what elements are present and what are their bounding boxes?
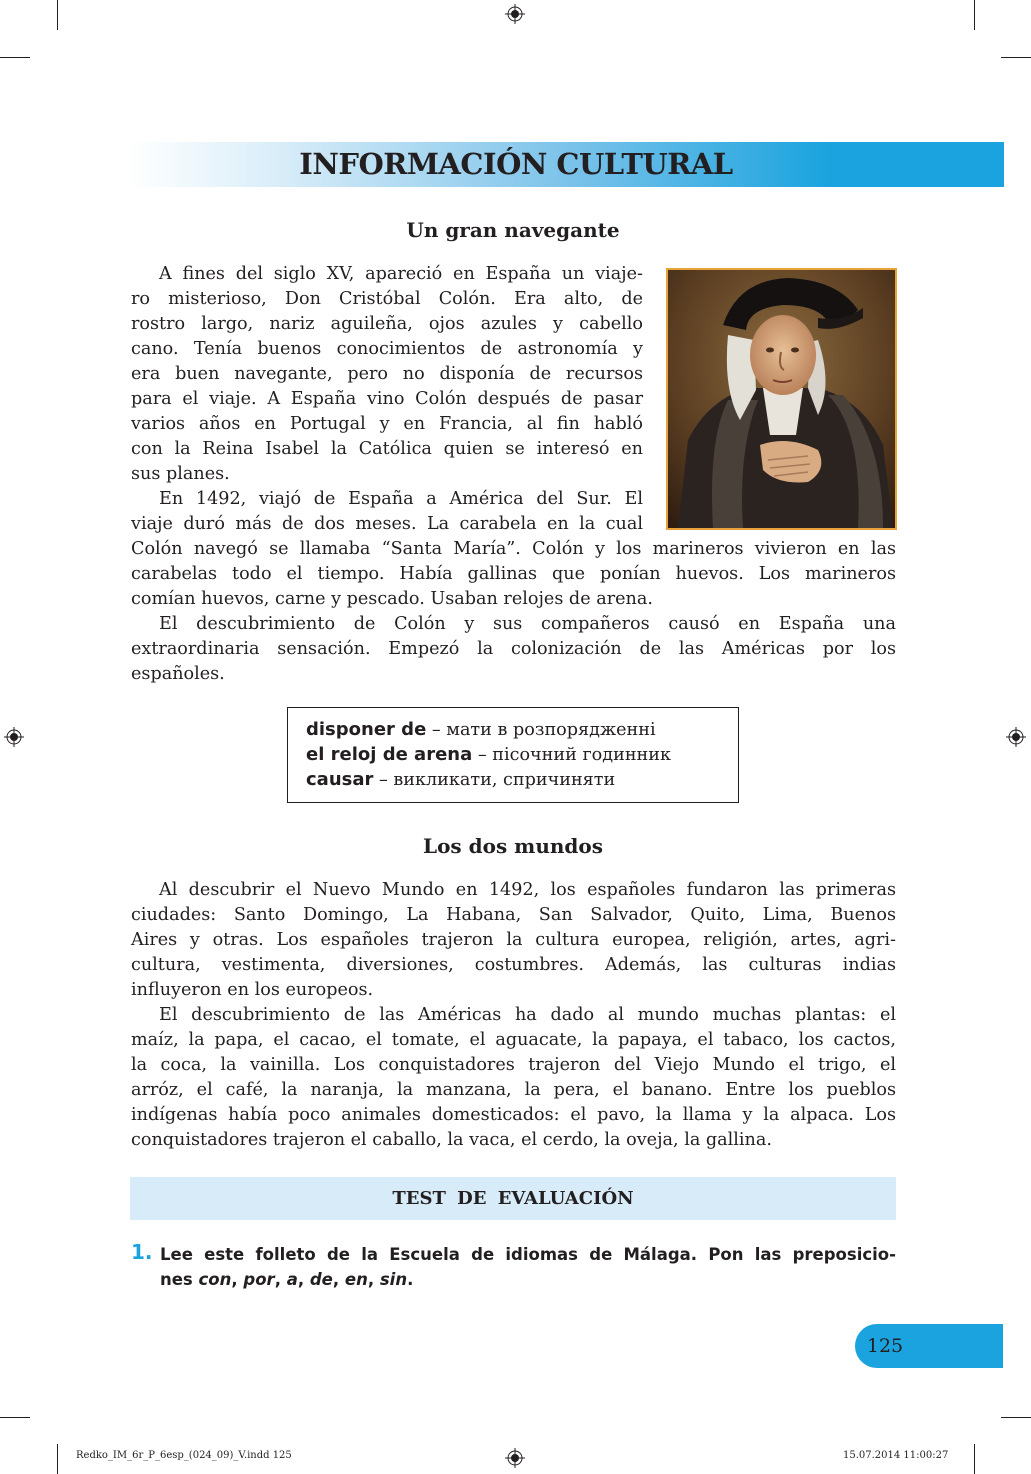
text-line: ro misterioso, Don Cristóbal Colón. Era alto, de xyxy=(131,289,643,309)
text-line xyxy=(160,1267,896,1292)
page-title: INFORMACIÓN CULTURAL xyxy=(299,147,733,181)
text-line: maíz, la papa, el cacao, el tomate, el aguacate, la papaya, el tabaco, los cactos, xyxy=(131,1030,896,1050)
separator: , xyxy=(274,1270,287,1289)
text-line: cultura, vestimenta, diversiones, costumbres. Además, las culturas indias xyxy=(131,955,896,975)
text-line: Al descubrir el Nuevo Mundo en 1492, los españoles fundaron las primeras xyxy=(159,880,896,900)
registration-mark-icon xyxy=(1006,727,1026,747)
crop-mark xyxy=(1001,57,1031,58)
text-line: conquistadores trajeron el caballo, la vaca, el cerdo, la oveja, la gallina. xyxy=(131,1130,772,1150)
crop-mark xyxy=(0,1417,30,1418)
vocabulary-term: el reloj de arena xyxy=(306,744,473,765)
text-line: españoles. xyxy=(131,664,225,684)
text-line: comían huevos, carne y pescado. Usaban relojes de arena. xyxy=(131,589,653,609)
vocabulary-entry xyxy=(306,717,738,742)
crop-mark xyxy=(57,1444,58,1474)
separator: , xyxy=(367,1270,380,1289)
vocabulary-term: causar xyxy=(306,769,374,790)
preposition: con xyxy=(198,1270,232,1289)
exercise-number: 1. xyxy=(131,1240,153,1264)
registration-mark-icon xyxy=(505,4,525,24)
paragraph-narrow xyxy=(131,262,643,537)
text-line: influyeron en los europeos. xyxy=(131,980,374,1000)
separator: , xyxy=(332,1270,345,1289)
test-title: TEST DE EVALUACIÓN xyxy=(392,1188,634,1209)
registration-mark-icon xyxy=(505,1448,525,1468)
portrait-image xyxy=(666,268,897,530)
vocabulary-definition: – пісочний годинник xyxy=(472,745,671,765)
crop-mark xyxy=(1001,1417,1031,1418)
vocabulary-box xyxy=(287,707,739,803)
text-line: El descubrimiento de las Américas ha dado al mundo muchas plantas: el xyxy=(159,1005,896,1025)
vocabulary-definition: – мати в розпорядженні xyxy=(426,720,656,740)
crop-mark xyxy=(0,57,30,58)
text-line: varios años en Portugal y en Francia, al fin habló xyxy=(131,414,643,434)
vocabulary-definition: – викликати, спричиняти xyxy=(373,770,616,790)
vocabulary-term: disponer de xyxy=(306,719,427,740)
crop-mark xyxy=(57,0,58,30)
section-title: Los dos mundos xyxy=(423,834,603,858)
file-slug: Redko_IM_6r_P_6esp_(024_09)_V.indd 125 xyxy=(76,1450,292,1461)
page-number: 125 xyxy=(866,1335,904,1357)
separator: , xyxy=(231,1270,244,1289)
paragraph xyxy=(131,878,896,1153)
text-line: la coca, la vainilla. Los conquistadores trajeron del Viejo Mundo el trigo, el xyxy=(131,1055,896,1075)
section-title: Un gran navegante xyxy=(406,218,620,242)
preposition: a xyxy=(286,1270,298,1289)
text-fragment: nes xyxy=(160,1270,199,1289)
columbus-portrait-icon xyxy=(668,270,895,528)
text-line: arróz, el café, la naranja, la manzana, la pera, el banano. Entre los pueblos xyxy=(131,1080,896,1100)
text-line: viaje duró más de dos meses. La carabela en la cual xyxy=(131,514,643,534)
text-line: Aires y otras. Los españoles trajeron la cultura europea, religión, artes, agri- xyxy=(131,930,896,950)
preposition: por xyxy=(243,1270,275,1289)
exercise-instruction xyxy=(160,1242,896,1292)
text-line: En 1492, viajó de España a América del Sur. El xyxy=(159,489,643,509)
text-line: El descubrimiento de Colón y sus compañeros causó en España una xyxy=(159,614,896,634)
separator: , xyxy=(297,1270,310,1289)
text-line: Lee este folleto de la Escuela de idiomas de Málaga. Pon las preposicio- xyxy=(160,1245,896,1264)
text-line: extraordinaria sensación. Empezó la colonización de las Américas por los xyxy=(131,639,896,659)
text-line: carabelas todo el tiempo. Había gallinas que ponían huevos. Los marineros xyxy=(131,564,896,584)
preposition: sin xyxy=(379,1270,408,1289)
separator: . xyxy=(407,1270,414,1289)
text-line: rostro largo, nariz aguileña, ojos azules y cabello xyxy=(131,314,643,334)
text-line: sus planes. xyxy=(131,464,230,484)
date-slug: 15.07.2014 11:00:27 xyxy=(843,1450,949,1461)
vocabulary-entry xyxy=(306,742,738,767)
preposition: en xyxy=(344,1270,368,1289)
preposition: de xyxy=(309,1270,333,1289)
text-line: A fines del siglo XV, apareció en España un viaje- xyxy=(159,264,643,284)
text-line: Colón navegó se llamaba “Santa María”. Colón y los marineros vivieron en las xyxy=(131,539,896,559)
text-line: ciudades: Santo Domingo, La Habana, San Salvador, Quito, Lima, Buenos xyxy=(131,905,896,925)
text-line: para el viaje. A España vino Colón después de pasar xyxy=(131,389,643,409)
registration-mark-icon xyxy=(4,727,24,747)
text-line: cano. Tenía buenos conocimientos de astronomía y xyxy=(131,339,643,359)
crop-mark xyxy=(974,0,975,30)
paragraph-wide xyxy=(131,537,896,687)
crop-mark xyxy=(974,1444,975,1474)
text-line: indígenas había poco animales domesticados: el pavo, la llama y la alpaca. Los xyxy=(131,1105,896,1125)
text-line: con la Reina Isabel la Católica quien se interesó en xyxy=(131,439,643,459)
text-line: era buen navegante, pero no disponía de recursos xyxy=(131,364,643,384)
vocabulary-entry xyxy=(306,767,738,792)
